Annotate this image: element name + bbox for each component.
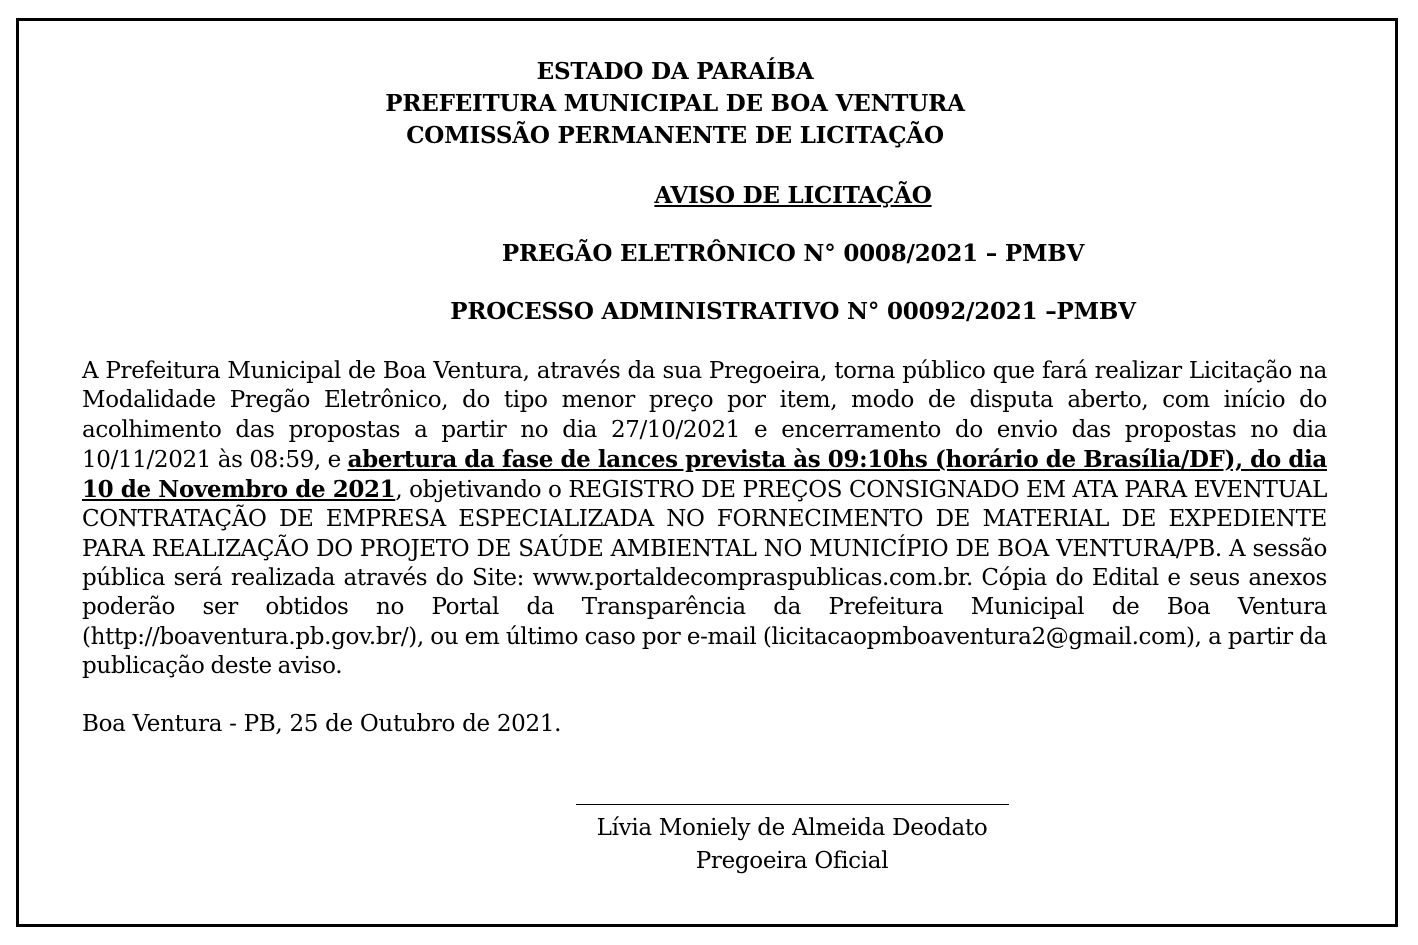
notice-body: [82, 357, 1327, 681]
signature-block: [542, 812, 1042, 878]
signatory-name: Lívia Moniely de Almeida Deodato: [596, 815, 988, 841]
header-commission: COMISSÃO PERMANENTE DE LICITAÇÃO: [406, 122, 944, 149]
processo-number: PROCESSO ADMINISTRATIVO N° 00092/2021 –PMBV: [450, 298, 1136, 325]
body-highlight: abertura da fase de lances prevista às 09:10hs (horário de Brasília/DF), do dia 10 de Novembro de 2021: [82, 445, 1327, 504]
notice-title-line: [400, 182, 1186, 209]
signatory-role: Pregoeira Oficial: [695, 848, 889, 874]
header-state: ESTADO DA PARAÍBA: [536, 58, 814, 85]
document-header: [375, 56, 975, 152]
body-part-1: A Prefeitura Municipal de Boa Ventura, através da sua Pregoeira, torna público que fará realizar Licitação na Modalidade Pregão Eletrônico, do tipo menor preço por item, modo de disputa aberto, com início do acolhimento das propostas a partir no dia 27/10/2021 e encerramento do envio das propostas no dia 10/11/2021 às 08:59, e: [82, 358, 1327, 473]
body-part-2: , objetivando o REGISTRO DE PREÇOS CONSIGNADO EM ATA PARA EVENTUAL CONTRATAÇÃO DE EMPRESA ESPECIALIZADA NO FORNECIMENTO DE MATERIAL DE EXPEDIENTE PARA REALIZAÇÃO DO PROJETO DE SAÚDE AMBIENTAL NO MUNICÍPIO DE BOA VENTURA/PB. A sessão pública será realizada através do Site: www.portaldecompraspublicas.com.br. Cópia do Edital e seus anexos poderão ser obtidos no Portal da Transparência da Prefeitura Municipal de Boa Ventura (http://boaventura.pb.gov.br/), ou em último caso por e-mail (licitacaopmboaventura2@gmail.com), a partir da publicação deste aviso.: [82, 477, 1327, 679]
signature-line: [576, 804, 1009, 805]
pregao-number: PREGÃO ELETRÔNICO N° 0008/2021 – PMBV: [501, 240, 1085, 267]
header-municipality: PREFEITURA MUNICIPAL DE BOA VENTURA: [385, 90, 965, 117]
notice-title: AVISO DE LICITAÇÃO: [654, 182, 932, 209]
date-line: Boa Ventura - PB, 25 de Outubro de 2021.: [82, 711, 562, 737]
